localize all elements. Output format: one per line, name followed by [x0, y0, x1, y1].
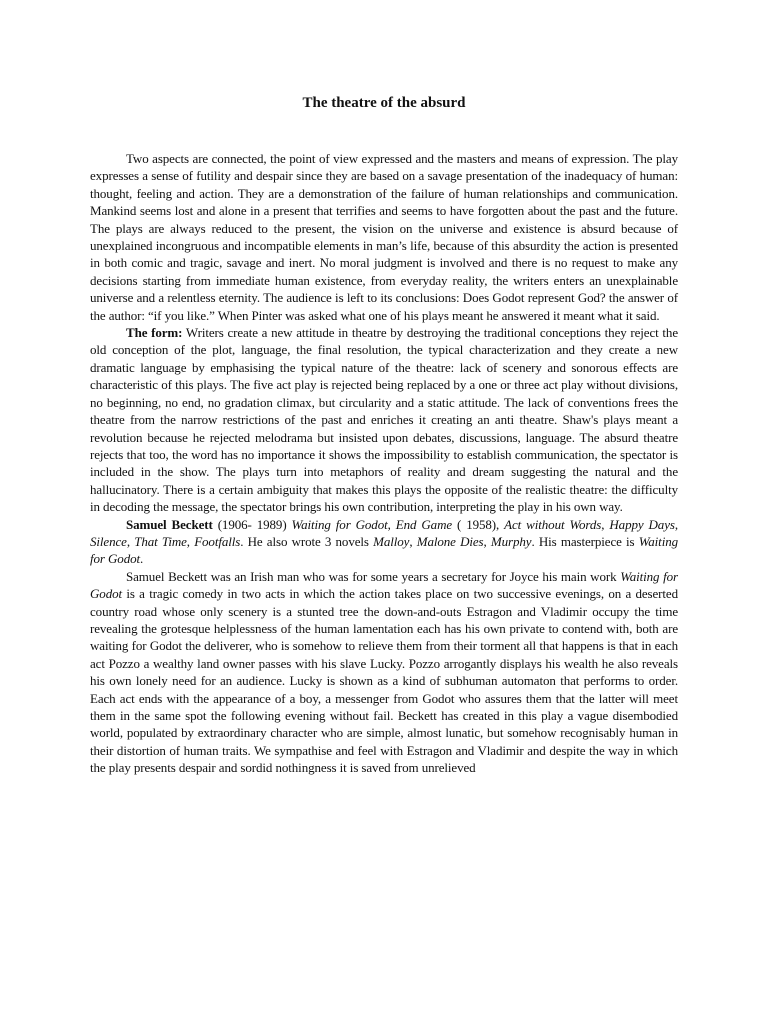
paragraph-beckett-works: [90, 516, 678, 568]
work-title: Happy Days: [609, 516, 675, 532]
work-title: Act without Words: [504, 516, 602, 532]
form-label: The form:: [126, 325, 183, 341]
author-name: Samuel Beckett: [126, 516, 213, 532]
text-fragment: ,: [601, 516, 610, 532]
text-fragment: . His masterpiece is: [531, 533, 639, 549]
work-title: Waiting for Godot: [90, 568, 679, 602]
paragraph-intro: Two aspects are connected, the point of view expressed and the masters and means of expression. The play expresses a sense of futility and despair since they are based on a savage presentation of the inadequacy of human: thought, feeling and action. They are a demonstration of the failure of human relationships and communication. Mankind seems lost and alone in a present that terrifies and seems to have forgotten about the past and the future. The plays are always reduced to the present, the vision on the universe and existence is absurd because of unexplained incongruous and incompatible elements in man’s life, because of this absurdity the action is presented in both comic and tragic, savage and inert. No moral judgment is involved and there is no request to make any decisions starting from immediate human existence, from everyday reality, the writers enters an unexplainable universe and a relentless eternity. The audience is left to its conclusions: Does Godot represent God? the answer of the author: “if you like.” When Pinter was asked what one of his plays meant he answered it meant what it said.: [90, 151, 678, 323]
text-fragment: ( 1958),: [452, 516, 505, 532]
masterpiece-title: Waiting for Godot: [90, 533, 679, 567]
text-fragment: .: [140, 551, 144, 567]
paragraph-godot: [90, 568, 678, 777]
work-title: Silence: [90, 533, 127, 549]
document-title: The theatre of the absurd: [302, 95, 466, 111]
novel-title: Malone Dies: [416, 533, 484, 549]
text-fragment: ,: [387, 516, 396, 532]
text-fragment: ,: [186, 533, 195, 549]
novel-title: Malloy: [373, 533, 410, 549]
work-title: That Time: [134, 533, 187, 549]
paragraph-form: [90, 324, 678, 515]
work-title: End Game: [395, 516, 453, 532]
text-fragment: . He also wrote 3 novels: [240, 533, 374, 549]
text-fragment: ,: [126, 533, 135, 549]
text-fragment: (1906- 1989): [212, 516, 292, 532]
text-fragment: ,: [483, 533, 491, 549]
text-fragment: is a tragic comedy in two acts in which the action takes place on two successive evenings, on a deserted country road whose only scenery is a stunted tree the down-and-outs Estragon and Vladimir occupy the time revealing the grotesque helplessness of the human lamentation each has his own private to contend with, both are waiting for Godot the deliverer, who is somehow to relieve them from their torment all that happens is that in each act Pozzo a wealthy land owner passes with his slave Lucky. Pozzo arrogantly displays his wealth he also reveals his own lonely need for an audience. Lucky is shown as a kind of subhuman automaton that performs to order. Each act ends with the appearance of a boy, a messenger from Godot who assures them that the latter will meet them in the same spot the following evening without fail. Beckett has created in this play a vague disembodied world, populated by extraordinary character who are simple, almost lunatic, but somehow recognisably human in their distortion of human traits. We sympathise and feel with Estragon and Vladimir and despite the way in which the play presents despair and sordid nothingness it is saved from unrelieved: [90, 586, 678, 776]
novel-title: Murphy: [490, 533, 532, 549]
work-title: Waiting for Godot: [291, 516, 388, 532]
text-fragment: ,: [409, 533, 417, 549]
work-title: Footfalls: [194, 533, 241, 549]
text-fragment: ,: [674, 516, 678, 532]
text-fragment: Samuel Beckett was an Irish man who was for some years a secretary for Joyce his main work: [126, 568, 621, 584]
document-body: [90, 150, 678, 777]
form-text: Writers create a new attitude in theatre by destroying the traditional conceptions they reject the old conception of the plot, language, the final resolution, the typical characterization and they create a new dramatic language by emphasising the typical nature of the theatre: lack of scenery and sonorous effects are characteristic of this plays. The five act play is rejected being replaced by a one or three act play without divisions, no beginning, no end, no gradation climax, but circularity and a static attitude. The lack of conventions frees the theatre from the narrow restrictions of the past and enriches it creating an anti theatre. Shaw's plays meant a revolution because he rejected melodrama but insisted upon debates, discussions, language. The absurd theatre rejects that too, the word has no importance it shows the impossibility to establish communication, the spectator is included in the show. The plays turn into metaphors of reality and dream suggesting the natural and the hallucinatory. There is a certain ambiguity that makes this plays the opposite of the realistic theatre: the difficulty in decoding the message, the spectator brings his own contribution, interpreting the play in his own way.: [90, 325, 679, 515]
